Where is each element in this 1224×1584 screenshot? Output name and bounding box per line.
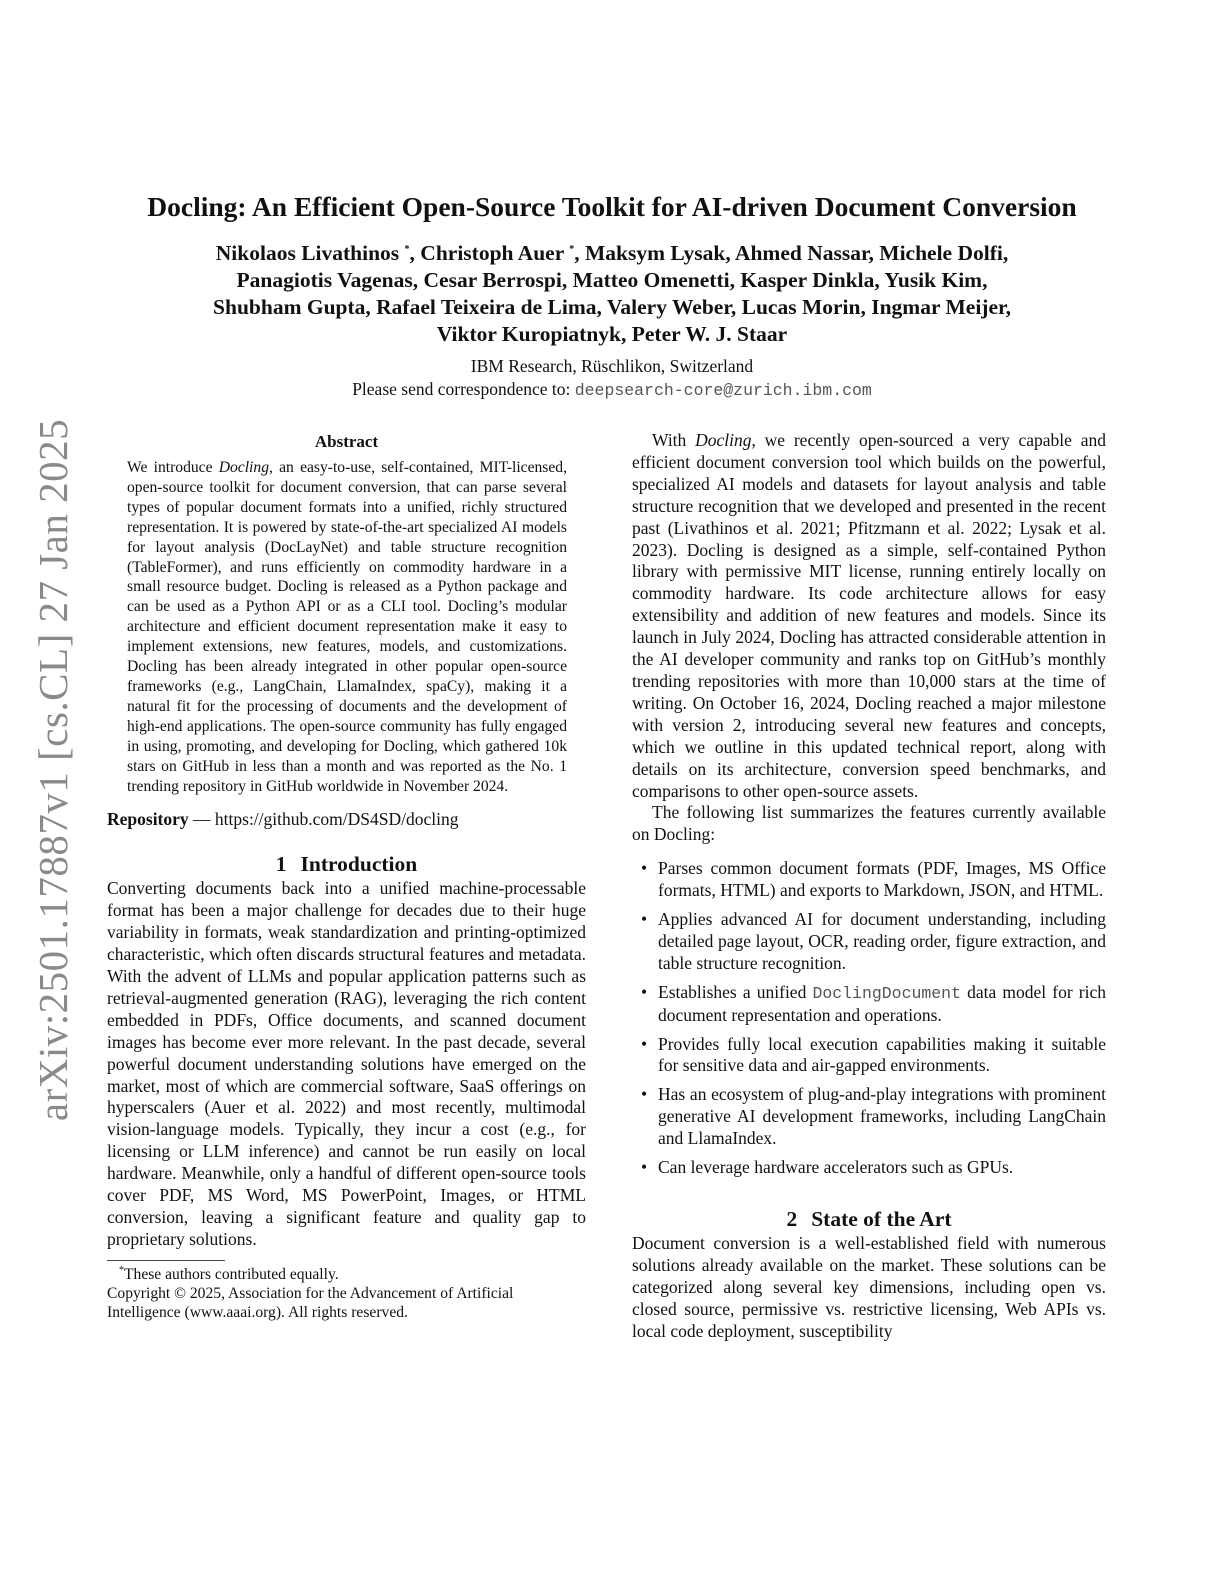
list-item: • Can leverage hardware accelerators such as GPUs. xyxy=(641,1157,1014,1178)
docling-emphasis: Docling xyxy=(695,430,752,450)
arxiv-identifier-text: arXiv:2501.17887v1 [cs.CL] 27 Jan 2025 xyxy=(30,418,76,1122)
section-title: Introduction xyxy=(300,852,418,877)
equal-contribution-mark: * xyxy=(569,243,575,255)
section-title: State of the Art xyxy=(811,1207,952,1231)
section-number: 1 xyxy=(275,852,287,877)
feature-list-intro: The following list summarizes the features currently available on Docling: xyxy=(632,802,1106,845)
right-column xyxy=(632,430,1106,1343)
author-name: Nikolaos Livathinos xyxy=(215,241,400,265)
footnote-divider xyxy=(107,1260,225,1261)
arxiv-identifier-stamp xyxy=(28,418,78,1122)
abstract-heading: Abstract xyxy=(314,432,379,451)
correspondence-email: deepsearch-core@zurich.ibm.com xyxy=(574,381,872,400)
state-of-the-art-paragraph: Document conversion is a well-established field with numerous solutions already available on the market. These solutions can be categorized along several key dimensions, including open vs. closed source, permissive vs. restrictive licensing, Web APIs vs. local code deployment, susceptibility xyxy=(632,1233,1106,1341)
copyright-notice: Copyright © 2025, Association for the Advancement of Artificial Intelligence (www.aaai.org). All rights reserved. xyxy=(107,1284,514,1321)
section-2-heading xyxy=(632,1205,1106,1233)
code-identifier: DoclingDocument xyxy=(812,983,961,1003)
author-names: , Maksym Lysak, Ahmed Nassar, Michele Dolfi, xyxy=(574,241,1009,265)
author-name: , Christoph Auer xyxy=(409,241,564,265)
author-line-4: Viktor Kuropiatnyk, Peter W. J. Staar xyxy=(436,322,788,346)
list-item: • Has an ecosystem of plug-and-play integrations with prominent generative AI development frameworks, including LangChain and LlamaIndex. xyxy=(641,1084,1106,1149)
affiliation: IBM Research, Rüschlikon, Switzerland xyxy=(470,356,754,376)
list-item: • Parses common document formats (PDF, Images, MS Office formats, HTML) and exports to Markdown, JSON, and HTML. xyxy=(641,858,1106,901)
bullet-icon: • xyxy=(641,1157,648,1178)
bullet-icon: • xyxy=(641,1084,648,1105)
list-item: • Applies advanced AI for document understanding, including detailed page layout, OCR, reading order, figure extraction, and table structure recognition. xyxy=(641,909,1106,973)
bullet-icon: • xyxy=(641,981,648,1002)
equal-contribution-mark: * xyxy=(404,243,410,255)
section-1-heading xyxy=(107,850,586,878)
paper-title: Docling: An Efficient Open-Source Toolkit for AI-driven Document Conversion xyxy=(147,191,1077,222)
left-column xyxy=(107,430,586,1322)
section-number: 2 xyxy=(786,1207,798,1231)
author-line-2: Panagiotis Vagenas, Cesar Berrospi, Matteo Omenetti, Kasper Dinkla, Yusik Kim, xyxy=(236,268,988,292)
footnote-equal-contribution: *These authors contributed equally. xyxy=(119,1264,339,1283)
introduction-paragraph: Converting documents back into a unified machine-processable format has been a major challenge for decades due to their huge variability in formats, weak standardization and printing-optimized characteristic, which often discards structural features and metadata. With the advent of LLMs and popular application patterns such as retrieval-augmented generation (RAG), leveraging the rich content embedded in PDFs, Office documents, and scanned document images has become ever more relevant. In the past decade, several powerful document understanding solutions have emerged on the market, most of which are commercial software, SaaS offerings on hyperscalers (Auer et al. 2022) and most recently, multimodal vision-language models. Typically, they incur a cost (e.g., for licensing or LLM inference) and cannot be run easily on local hardware. Meanwhile, only a handful of different open-source tools cover PDF, MS Word, MS PowerPoint, Images, or HTML conversion, leaving a significant feature and quality gap to proprietary solutions. xyxy=(107,878,586,1249)
author-line-3: Shubham Gupta, Rafael Teixeira de Lima, Valery Weber, Lucas Morin, Ingmar Meijer, xyxy=(213,295,1011,319)
bullet-icon: • xyxy=(641,1033,648,1054)
repository-url[interactable]: https://github.com/DS4SD/docling xyxy=(214,809,459,830)
abstract-text: We introduce Docling, an easy-to-use, self-contained, MIT-licensed, open-source toolkit for document conversion, that can parse several types of popular document formats into a unified, richly structured representation. It is powered by state-of-the-art specialized AI models for layout analysis (DocLayNet) and table structure recognition (TableFormer), and runs efficiently on commodity hardware in a small resource budget. Docling is released as a Python package and can be used as a Python API or as a CLI tool. Docling’s modular architecture and efficient document representation make it easy to implement extensions, new features, models, and customizations. Docling has been already integrated in other popular open-source frameworks (e.g., LangChain, LlamaIndex, spaCy), making it a natural fit for the processing of documents and the development of high-end applications. The open-source community has fully engaged in using, promoting, and developing for Docling, which gathered 10k stars on GitHub in less than a month and was reported as the No. 1 trending repository in GitHub worldwide in November 2024. xyxy=(127,459,567,795)
correspondence-line xyxy=(0,378,1224,402)
docling-emphasis: Docling xyxy=(218,459,269,476)
correspondence-label: Please send correspondence to: xyxy=(352,379,575,399)
author-line-1 xyxy=(120,240,1104,267)
list-item: • Provides fully local execution capabilities making it suitable for sensitive data and air-gapped environments. xyxy=(641,1033,1106,1076)
author-list xyxy=(120,240,1104,348)
repository-line: Repository — https://github.com/DS4SD/docling xyxy=(107,809,459,830)
feature-list xyxy=(632,858,1106,1179)
bullet-icon: • xyxy=(641,909,648,930)
bullet-icon: • xyxy=(641,858,648,879)
list-item: • Establishes a unified DoclingDocument data model for rich document representation and operations. xyxy=(641,981,1106,1025)
repository-label: Repository xyxy=(107,809,189,830)
docling-overview-paragraph: With Docling, we recently open-sourced a very capable and efficient document conversion tool which builds on the powerful, specialized AI models and datasets for layout analysis and table structure recognition that we developed and presented in the recent past (Livathinos et al. 2021; Pfitzmann et al. 2022; Lysak et al. 2023). Docling is designed as a simple, self-contained Python library with permissive MIT license, running entirely locally on commodity hardware. Its code architecture allows for easy extensibility and addition of new features and models. Since its launch in July 2024, Docling has attracted considerable attention in the AI developer community and ranks top on GitHub’s monthly trending repositories with more than 10,000 stars at the time of writing. On October 16, 2024, Docling reached a major milestone with version 2, introducing several new features and concepts, which we outline in this updated technical report, along with details on its architecture, conversion speed benchmarks, and comparisons to other open-source assets. xyxy=(632,430,1106,801)
